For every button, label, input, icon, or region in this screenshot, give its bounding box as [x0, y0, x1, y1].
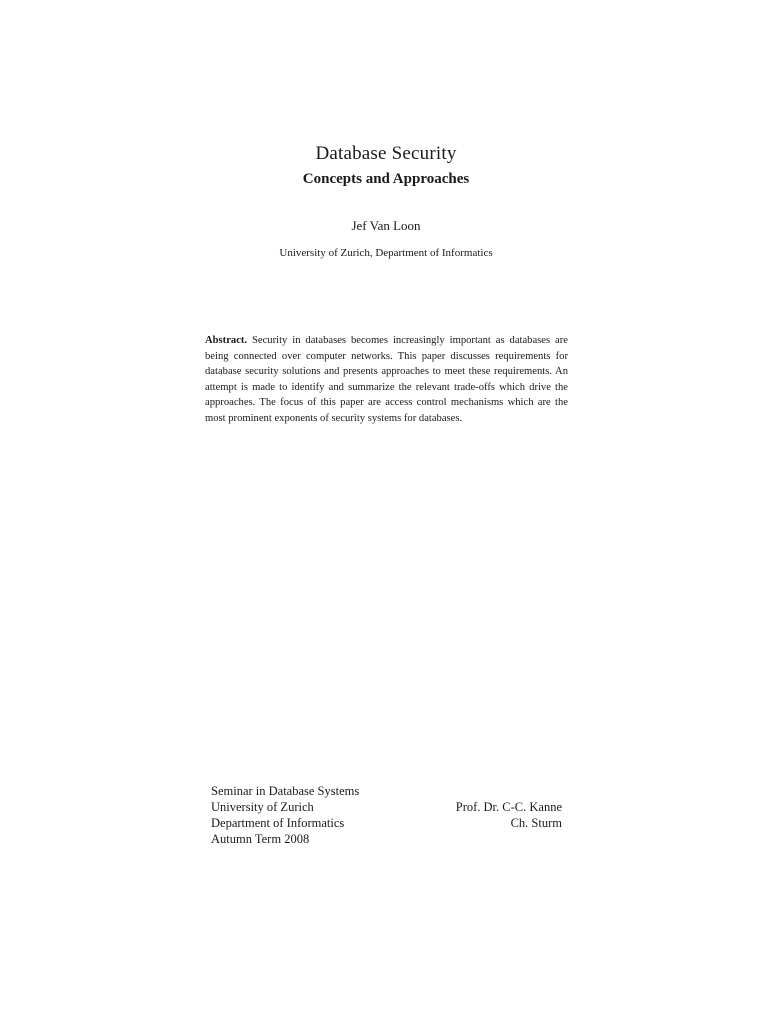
abstract — [205, 333, 568, 427]
seminar-info — [211, 783, 359, 847]
abstract-label: Abstract. — [205, 335, 248, 346]
seminar-department: Department of Informatics — [211, 816, 345, 830]
paper-subtitle: Concepts and Approaches — [302, 171, 470, 187]
author-name: Jef Van Loon — [351, 218, 421, 233]
seminar-term: Autumn Term 2008 — [211, 832, 310, 846]
author-affiliation: University of Zurich, Department of Informatics — [279, 247, 493, 259]
paper-title: Database Security — [315, 143, 457, 164]
supervisor-professor: Prof. Dr. C-C. Kanne — [455, 800, 562, 814]
supervisor-info — [456, 799, 562, 831]
seminar-university: University of Zurich — [211, 800, 314, 814]
abstract-text: Security in databases becomes increasingly important as databases are being connected over computer networks. This paper discusses requirements for database security solutions and presents approaches to meet these requirements. An attempt is made to identify and summarize the relevant trade-offs which drive the approaches. The focus of this paper are access control mechanisms which are the most prominent exponents of security systems for databases. — [205, 335, 568, 424]
seminar-course: Seminar in Database Systems — [211, 784, 360, 798]
supervisor-assistant: Ch. Sturm — [510, 816, 562, 830]
